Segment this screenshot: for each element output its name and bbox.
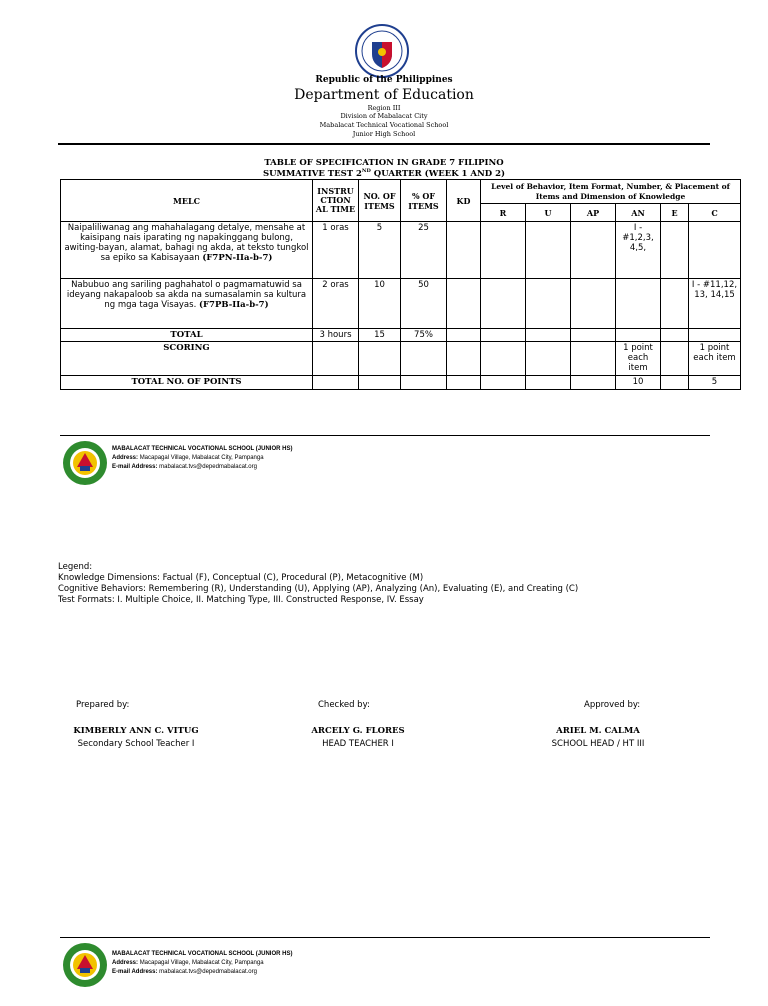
school-label: Mabalacat Technical Vocational School xyxy=(319,121,449,129)
footer-school-name: MABALACAT TECHNICAL VOCATIONAL SCHOOL (JUNIOR HS) xyxy=(112,446,293,452)
scoring-c: 1 point each item xyxy=(689,342,741,376)
legend-kd: Knowledge Dimensions: Factual (F), Conceptual (C), Procedural (P), Metacognitive (M) xyxy=(58,573,424,583)
melc-header: MELC xyxy=(61,180,313,222)
checked-role: HEAD TEACHER I xyxy=(322,739,394,749)
scoring-row xyxy=(61,342,741,376)
kd-header: KD xyxy=(447,180,481,222)
legend-title: Legend: xyxy=(58,562,93,572)
legend-cb: Cognitive Behaviors: Remembering (R), Understanding (U), Applying (AP), Analyzing (An), Evaluating (E), and Creating (C) xyxy=(58,584,579,594)
footer-school-name: MABALACAT TECHNICAL VOCATIONAL SCHOOL (JUNIOR HS) xyxy=(112,951,293,957)
school-logo-icon xyxy=(62,440,108,486)
tos-title: TABLE OF SPECIFICATION IN GRADE 7 FILIPINO xyxy=(264,158,504,168)
table-row xyxy=(61,279,741,329)
total-label: TOTAL xyxy=(61,329,313,342)
e-header: E xyxy=(661,204,689,222)
approved-role: SCHOOL HEAD / HT III xyxy=(551,739,645,749)
footer-address: Macapagal Village, Mabalacat City, Pampanga xyxy=(139,455,264,461)
tos-table xyxy=(60,179,741,390)
r-header: R xyxy=(481,204,526,222)
points-c: 5 xyxy=(689,376,741,390)
header-divider xyxy=(58,143,710,145)
footer-email: mabalacat.tvs@depedmabalacat.org xyxy=(159,464,257,470)
an-cell: I - #1,2,3, 4,5, xyxy=(616,222,661,279)
approved-name: ARIEL M. CALMA xyxy=(556,726,640,736)
prepared-label: Prepared by: xyxy=(76,700,130,710)
total-time: 3 hours xyxy=(313,329,359,342)
time-cell: 1 oras xyxy=(313,222,359,279)
pct-cell: 50 xyxy=(401,279,447,329)
total-row xyxy=(61,329,741,342)
total-items: 15 xyxy=(359,329,401,342)
checked-name: ARCELY G. FLORES xyxy=(311,726,405,736)
c-cell xyxy=(689,222,741,279)
table-row xyxy=(61,222,741,279)
pct-cell: 25 xyxy=(401,222,447,279)
footer-block: MABALACAT TECHNICAL VOCATIONAL SCHOOL (JUNIOR HS) Address: Macapagal Village, Mabalacat City, Pampanga E-mail Address: mabalacat.tvs@depedmabalacat.org xyxy=(112,446,293,470)
footer-divider xyxy=(60,937,710,938)
an-header: AN xyxy=(616,204,661,222)
melc-cell: Nabubuo ang sariling paghahatol o pagmamatuwid sa ideyang nakapaloob sa akda na sumasalamin sa kultura ng mga taga Visayas. (F7PB-IIa-b-7) xyxy=(61,279,313,329)
tos-subtitle: SUMMATIVE TEST 2ND QUARTER (WEEK 1 AND 2) xyxy=(262,168,506,179)
scoring-an: 1 point each item xyxy=(616,342,661,376)
school-logo-icon xyxy=(62,942,108,988)
approved-label: Approved by: xyxy=(584,700,641,710)
scoring-label: SCORING xyxy=(61,342,313,376)
total-pct: 75% xyxy=(401,329,447,342)
ap-header: AP xyxy=(571,204,616,222)
footer-divider xyxy=(60,435,710,436)
no-items-header: NO. OF ITEMS xyxy=(359,180,401,222)
c-header: C xyxy=(689,204,741,222)
deped-seal-icon xyxy=(355,24,409,78)
points-row xyxy=(61,376,741,390)
points-label: TOTAL NO. OF POINTS xyxy=(61,376,313,390)
c-cell: I - #11,12, 13, 14,15 xyxy=(689,279,741,329)
items-cell: 10 xyxy=(359,279,401,329)
footer-address: Macapagal Village, Mabalacat City, Pampanga xyxy=(139,960,264,966)
time-cell: 2 oras xyxy=(313,279,359,329)
an-cell xyxy=(616,279,661,329)
republic-label: Republic of the Philippines xyxy=(315,75,453,85)
pct-items-header: % OF ITEMS xyxy=(401,180,447,222)
checked-label: Checked by: xyxy=(318,700,370,710)
level-label: Junior High School xyxy=(352,130,416,138)
department-title: Department of Education xyxy=(294,87,474,103)
legend-tf: Test Formats: I. Multiple Choice, II. Matching Type, III. Constructed Response, IV. Essay xyxy=(58,595,424,605)
legend xyxy=(58,562,578,606)
prepared-name: KIMBERLY ANN C. VITUG xyxy=(73,726,199,736)
instruction-time-header: INSTRU CTION AL TIME xyxy=(313,180,359,222)
division-label: Division of Mabalacat City xyxy=(340,112,428,120)
footer-email: mabalacat.tvs@depedmabalacat.org xyxy=(159,969,257,975)
level-header: Level of Behavior, Item Format, Number, & Placement of Items and Dimension of Knowledge xyxy=(481,180,741,204)
points-an: 10 xyxy=(616,376,661,390)
melc-cell: Naipaliliwanag ang mahahalagang detalye, mensahe at kaisipang nais iparating ng napakinggang bulong, awiting-bayan, alamat, bahagi ng akda, at teksto tungkol sa epiko sa Kabisayaan (F7PN-IIa-b-7) xyxy=(61,222,313,279)
prepared-role: Secondary School Teacher I xyxy=(77,739,195,749)
u-header: U xyxy=(526,204,571,222)
footer-block: MABALACAT TECHNICAL VOCATIONAL SCHOOL (JUNIOR HS) Address: Macapagal Village, Mabalacat City, Pampanga E-mail Address: mabalacat.tvs@depedmabalacat.org xyxy=(112,951,293,975)
items-cell: 5 xyxy=(359,222,401,279)
region-label: Region III xyxy=(367,104,401,112)
